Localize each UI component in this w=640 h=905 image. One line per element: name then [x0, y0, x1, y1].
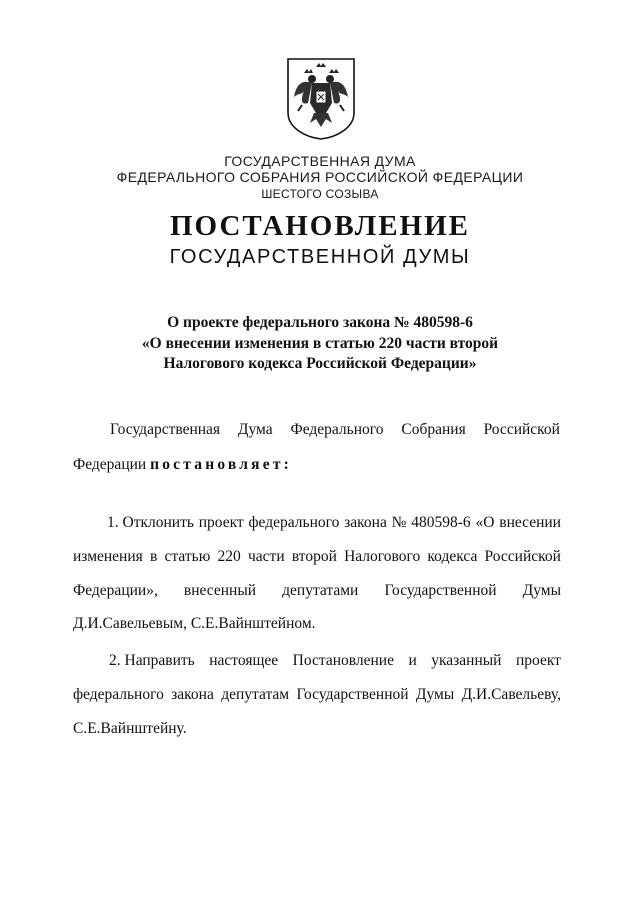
- resolves-keyword: постановляет:: [150, 456, 292, 473]
- org-line-2: ФЕДЕРАЛЬНОГО СОБРАНИЯ РОССИЙСКОЙ ФЕДЕРАЦИИ: [116, 169, 524, 185]
- document-issuer: ГОСУДАРСТВЕННОЙ ДУМЫ: [169, 246, 471, 268]
- title-line-3: Налогового кодекса Российской Федерации»: [163, 355, 477, 372]
- item2-line-2: [73, 686, 561, 704]
- word: части: [247, 548, 285, 565]
- word: Федерации»,: [73, 582, 158, 599]
- item1-line-2: [73, 548, 561, 566]
- title-line-2: «О внесении изменения в статью 220 части второй: [141, 335, 499, 352]
- word: закона: [344, 514, 387, 531]
- word: 2. Направить: [109, 652, 195, 669]
- preamble-text: Федерации: [73, 456, 147, 473]
- word: кодекса: [427, 548, 478, 565]
- word: депутатами: [282, 582, 359, 599]
- word: 1. Отклонить: [107, 514, 194, 531]
- word: второй: [291, 548, 337, 565]
- word: статью: [164, 548, 211, 565]
- word: указанный: [431, 652, 502, 669]
- item2-line-1: [109, 652, 561, 670]
- word: изменения: [73, 548, 143, 565]
- word: Налогового: [344, 548, 421, 565]
- word: Д.И.Савельеву,: [461, 686, 561, 703]
- word: и: [408, 652, 417, 669]
- preamble-line-2: [73, 456, 292, 474]
- word: 480598-6: [411, 514, 471, 531]
- russian-coat-of-arms-icon: [286, 57, 356, 141]
- word: Государственной: [296, 686, 409, 703]
- word: Государственной: [384, 582, 497, 599]
- word: 220: [217, 548, 241, 565]
- org-line-1: ГОСУДАРСТВЕННАЯ ДУМА: [224, 153, 416, 169]
- word: проект: [515, 652, 561, 669]
- word: Постановление: [292, 652, 394, 669]
- title-line-1: О проекте федерального закона № 480598-6: [167, 314, 473, 331]
- word: №: [391, 514, 407, 531]
- word: Государственная: [110, 421, 221, 438]
- word: «О: [475, 514, 495, 531]
- word: депутатам: [221, 686, 290, 703]
- word: проект: [198, 514, 244, 531]
- word: Федерального: [290, 421, 384, 438]
- word: в: [150, 548, 158, 565]
- coat-of-arms-emblem: [286, 57, 356, 141]
- word: внесении: [499, 514, 561, 531]
- item2-line-3: С.Е.Вайнштейну.: [73, 720, 187, 737]
- word: внесенный: [183, 582, 257, 599]
- document-type: ПОСТАНОВЛЕНИЕ: [169, 210, 470, 242]
- word: федерального: [73, 686, 164, 703]
- word: настоящее: [209, 652, 279, 669]
- word: Собрания: [401, 421, 466, 438]
- word: федерального: [248, 514, 340, 531]
- word: Думы: [522, 582, 561, 599]
- word: Российской: [483, 421, 560, 438]
- word: Думы: [415, 686, 455, 703]
- word: Дума: [237, 421, 273, 438]
- word: закона: [171, 686, 214, 703]
- org-line-3: ШЕСТОГО СОЗЫВА: [261, 187, 379, 201]
- item1-line-1: [107, 514, 561, 532]
- word: Российской: [484, 548, 561, 565]
- preamble-line-1: [110, 421, 560, 439]
- item1-line-4: Д.И.Савельевым, С.Е.Вайнштейном.: [73, 615, 316, 632]
- item1-line-3: [73, 582, 561, 600]
